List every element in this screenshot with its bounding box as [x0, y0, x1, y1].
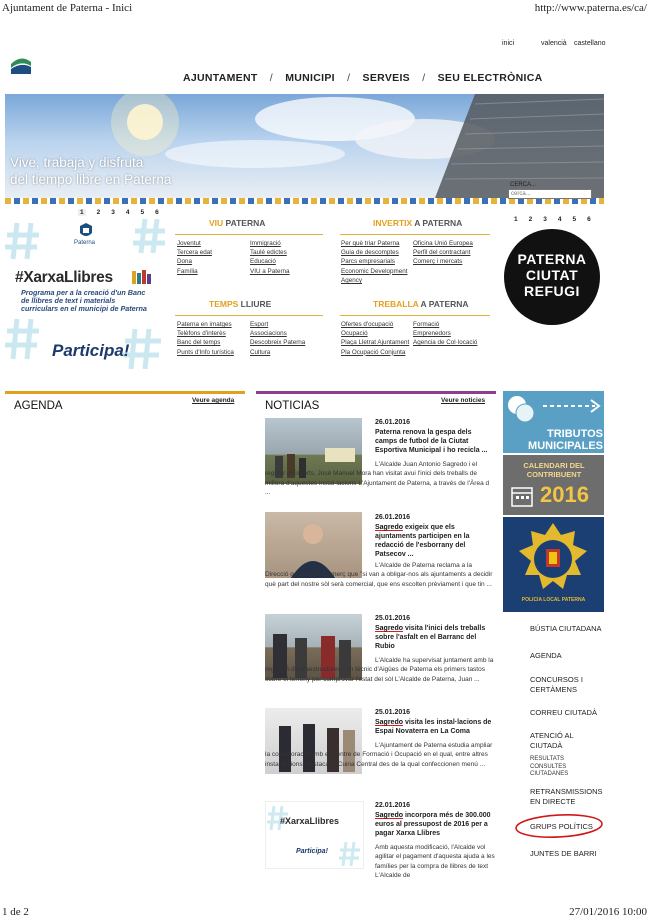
link-oficina-ue[interactable]: Oficina Unió Europea: [413, 240, 473, 247]
section-temps-hl: TEMPS: [209, 299, 239, 309]
section-divider: [340, 315, 490, 316]
link-agencia-collocacio[interactable]: Agencia de Col·locació: [413, 339, 478, 347]
thumb-hashtag: #XarxaLlibres: [280, 816, 340, 826]
hashtag-thumb-icon: [266, 802, 363, 868]
paterna-logo-icon: [10, 56, 32, 76]
print-datetime: 27/01/2016 10:00: [569, 906, 647, 918]
link-per-que-triar[interactable]: Per què triar Paterna: [341, 240, 400, 247]
link-emprenedors[interactable]: Emprenedors: [413, 330, 451, 338]
section-viu-col1: [177, 239, 212, 276]
link-agenda[interactable]: AGENDA: [530, 651, 562, 660]
noticias-title: NOTICIAS: [265, 400, 320, 412]
calendar-icon: [511, 485, 533, 507]
print-page-title: Ajuntament de Paterna - Inici: [2, 2, 133, 14]
banner-line-1: Vive, trabaja y disfruta: [10, 155, 144, 170]
nav-separator: /: [422, 72, 426, 84]
link-info-turistica[interactable]: Punts d'Info turística: [177, 348, 234, 356]
link-esport[interactable]: Esport: [250, 321, 269, 328]
section-treballa-hl: TREBALLA: [373, 299, 419, 309]
link-grups-politics[interactable]: GRUPS POLÍTICS: [530, 822, 593, 831]
link-parcs-empresarials[interactable]: Parcs empresarials: [341, 258, 395, 266]
section-treballa-rest: A PATERNA: [418, 299, 469, 309]
news-date: 26.01.2016: [375, 514, 411, 521]
slider-dot[interactable]: 5: [572, 216, 577, 223]
section-temps-rest: LLIURE: [238, 299, 272, 309]
agenda-title: AGENDA: [14, 400, 63, 412]
search-input[interactable]: [508, 189, 592, 199]
section-invertix-col2: [413, 239, 473, 267]
nav-separator: /: [269, 72, 273, 84]
news-date: 25.01.2016: [375, 615, 411, 622]
news-title-text: exigeix que els ajuntaments participen en la redacció de l'esborrany del Patsecov ...: [375, 524, 470, 558]
link-descobreix[interactable]: Descobreix Paterna: [250, 339, 306, 347]
print-page-url: http://www.paterna.es/ca/: [534, 2, 647, 14]
veure-noticies-link[interactable]: Veure noticies: [441, 397, 486, 404]
nav-serveis[interactable]: SERVEIS: [362, 72, 410, 84]
policia-label: POLICIA LOCAL PATERNA: [521, 597, 586, 603]
refugi-line-1: PATERNA: [517, 251, 587, 267]
tributos-label: TRIBUTOS MUNICIPALES: [528, 428, 603, 452]
link-ofertes-ocupacio[interactable]: Ofertes d'ocupació: [341, 321, 394, 328]
refugi-line-3: REFUGI: [524, 283, 580, 299]
section-treballa-col2: [413, 320, 477, 348]
slider-left-pager: [78, 209, 159, 216]
news-thumbnail[interactable]: [265, 801, 364, 869]
section-invertix-title: [373, 218, 462, 228]
news-title[interactable]: [375, 624, 493, 651]
news-excerpt: L'Alcalde de Paterna reclama a la Direcció general de Comerç que "si van a obligar-nos als ajuntaments a decidir què part del nostre sòl serà comercial, que ens escolten prèviament i que tin ...: [265, 562, 493, 588]
link-immigracio[interactable]: Immigració: [250, 240, 281, 247]
link-viu-a-paterna[interactable]: VIU a Paterna: [250, 267, 290, 275]
section-temps-col2: [250, 320, 305, 357]
refugi-line-2: CIUTAT: [525, 267, 579, 283]
nav-seu-electronica[interactable]: SEU ELECTRÒNICA: [437, 72, 543, 84]
xarxa-llibres-promo[interactable]: [5, 219, 165, 369]
news-title-highlight: Sagredo: [375, 719, 404, 726]
slider-dot[interactable]: 2: [528, 216, 533, 223]
books-icon: [131, 269, 153, 285]
link-concursos[interactable]: CONCURSOS I CERTÀMENS: [530, 675, 583, 694]
news-title[interactable]: [375, 523, 493, 559]
calendari-year: 2016: [540, 482, 589, 507]
slider-dot[interactable]: 6: [155, 209, 159, 216]
link-correu[interactable]: CORREU CIUTADÀ: [530, 708, 597, 717]
veure-agenda-link[interactable]: Veure agenda: [192, 397, 235, 404]
link-resultats[interactable]: [530, 756, 568, 779]
news-title-text: visita l'inici dels treballs sobre l'asfalt en el Barranc del Rubio: [375, 625, 486, 650]
section-invertix-rest: A PATERNA: [412, 218, 463, 228]
promo-body: Programa per a la creació d'un Banc de llibres de text i materials curriculars en el municipi de Paterna: [21, 288, 147, 313]
news-title[interactable]: [375, 811, 493, 838]
refugi-text: [503, 251, 601, 299]
link-associacions[interactable]: Associacions: [250, 330, 287, 338]
section-divider: [340, 234, 490, 235]
paterna-shield-icon: [78, 222, 94, 240]
resultats-line: RESULTATS: [530, 756, 565, 762]
policia-tile[interactable]: [503, 517, 604, 612]
link-economic-development[interactable]: Economic Development Agency: [341, 267, 408, 284]
link-bustia[interactable]: BÚSTIA CIUTADANA: [530, 624, 602, 633]
news-title-highlight: Sagredo: [375, 812, 404, 819]
search-label: CERCA...: [510, 182, 537, 188]
lang-valencia[interactable]: valencià: [541, 40, 567, 47]
noticias-bar: [256, 391, 496, 394]
link-banc-temps[interactable]: Banc del temps: [177, 339, 221, 347]
tributos-tile[interactable]: [503, 391, 604, 453]
news-excerpt: Amb aquesta modificació, l'Alcalde vol agilitar el pagament d'aquesta ajuda a les famílies per la compra de llibres de text L'Alcalde de: [375, 844, 495, 879]
main-nav: [183, 72, 551, 84]
nav-municipi[interactable]: MUNICIPI: [285, 72, 335, 84]
news-title-text: visita les instal·lacions de Espai Novaterra en La Coma: [375, 719, 492, 735]
news-title-highlight: Sagredo: [375, 625, 404, 632]
link-comerc-mercats[interactable]: Comerç i mercats: [413, 258, 463, 266]
slider-dot[interactable]: 1: [514, 216, 518, 223]
news-excerpt: L'Alcalde Juan Antonio Sagredo i el regidor d'Esports, José Manuel Mora han visitat avui l'inici dels treballs de millora d'aquestes instal·lacions L'Ajuntament de Paterna, a través de l'Àrea d ...: [265, 461, 490, 496]
link-telefons[interactable]: Telèfons d'interès: [177, 330, 226, 338]
slider-dot[interactable]: 5: [140, 209, 145, 216]
calendari-label: CALENDARI DEL CONTRIBUENT: [523, 461, 585, 479]
section-invertix-hl: INVERTIX: [373, 218, 413, 228]
nav-ajuntament[interactable]: AJUNTAMENT: [183, 72, 258, 84]
thumb-cta: Participa!: [296, 848, 328, 855]
resultats-line: CIUTADANES: [530, 771, 569, 777]
section-viu-title: [209, 218, 265, 228]
banner-line-2: del tiempo libre en Paterna: [10, 172, 172, 187]
link-ocupacio[interactable]: Ocupació: [341, 330, 368, 338]
news-excerpt: L'Alcalde ha supervisat juntament amb la regidorA d'Infraestructures i un tècnic d'Aigües de Paterna els primers tastos sobre el terreny per comprovar l'estat del sòl L'Alcalde de Paterna, Juan ...: [265, 657, 494, 683]
news-excerpt: L'Ajuntament de Paterna estudia ampliar la col·laboració amb el Centre de Formació i Ocupació en el qual, entre altres instal·lacions, destaca la Cuina Central des de la qual confeccionen menú ...: [265, 742, 493, 768]
link-juntes-barri[interactable]: JUNTES DE BARRI: [530, 849, 597, 858]
slider-dot[interactable]: 3: [543, 216, 547, 223]
section-temps-title: [209, 299, 271, 309]
print-page-number: 1 de 2: [2, 906, 29, 918]
news-date: 22.01.2016: [375, 802, 411, 809]
news-title[interactable]: Paterna renova la gespa dels camps de futbol de la Ciutat Esportiva Municipal i ho recicla ...: [375, 429, 488, 454]
site-logo[interactable]: [10, 56, 32, 76]
slider-dot[interactable]: 6: [587, 216, 591, 223]
section-temps-col1: [177, 320, 234, 357]
section-treballa-col1: [341, 320, 409, 357]
agenda-bar: [5, 391, 245, 394]
slider-right-pager: [514, 216, 591, 223]
link-formacio[interactable]: Formació: [413, 321, 440, 328]
news-date: 25.01.2016: [375, 709, 411, 716]
link-cultura[interactable]: Cultura: [250, 348, 271, 356]
link-atencio[interactable]: ATENCIÓ AL CIUTADÀ: [530, 731, 574, 750]
section-divider: [175, 315, 323, 316]
calendari-tile[interactable]: [503, 455, 604, 515]
lang-inici[interactable]: inici: [502, 40, 515, 47]
lang-castellano[interactable]: castellano: [574, 40, 606, 47]
section-viu-rest: PATERNA: [223, 218, 266, 228]
section-treballa-title: [373, 299, 469, 309]
slider-dot[interactable]: 4: [557, 216, 562, 223]
link-placa-lletrat[interactable]: Plaça Lletrat Ajuntament: [341, 339, 410, 347]
news-title-highlight: Sagredo: [375, 524, 404, 531]
slider-dot[interactable]: 3: [111, 209, 115, 216]
link-dona[interactable]: Dona: [177, 258, 193, 266]
link-pla-ocupacio[interactable]: Pla Ocupació Conjunta: [341, 348, 406, 356]
news-date: 26.01.2016: [375, 419, 411, 426]
link-guia-descomptes[interactable]: Guia de descomptes: [341, 249, 399, 257]
link-tercera-edat[interactable]: Tercera edat: [177, 249, 213, 257]
link-joventut[interactable]: Joventut: [177, 240, 201, 247]
link-familia[interactable]: Família: [177, 267, 198, 275]
link-retransmissions[interactable]: RETRANSMISSIONS EN DIRECTE: [530, 787, 603, 806]
section-viu-hl: VIU: [209, 218, 224, 228]
slider-dot[interactable]: 1: [80, 209, 84, 216]
link-educacio[interactable]: Educació: [250, 258, 276, 266]
resultats-line: CONSULTES: [530, 763, 567, 770]
nav-separator: /: [347, 72, 351, 84]
ciutat-refugi-banner[interactable]: [503, 227, 603, 327]
link-paterna-imatges[interactable]: Paterna en imatges: [177, 321, 232, 328]
link-taule-edictes[interactable]: Taulé edictes: [250, 249, 287, 257]
slider-dot[interactable]: 4: [125, 209, 130, 216]
promo-hashtag: #XarxaLlibres: [15, 269, 113, 286]
section-divider: [175, 234, 323, 235]
section-invertix-col1: [341, 239, 411, 285]
link-perfil-contractant[interactable]: Perfil del contractant: [413, 249, 471, 257]
red-circle-annotation: [513, 812, 605, 840]
news-title-text: incorpora més de 300.000 euros al pressupost de 2016 per a pagar Xarxa Llibres: [375, 812, 491, 837]
promo-cta[interactable]: Participa!: [52, 341, 130, 360]
news-title[interactable]: [375, 718, 493, 736]
section-viu-col2: [250, 239, 290, 276]
slider-dot[interactable]: 2: [96, 209, 101, 216]
promo-brand: Paterna: [74, 240, 96, 246]
